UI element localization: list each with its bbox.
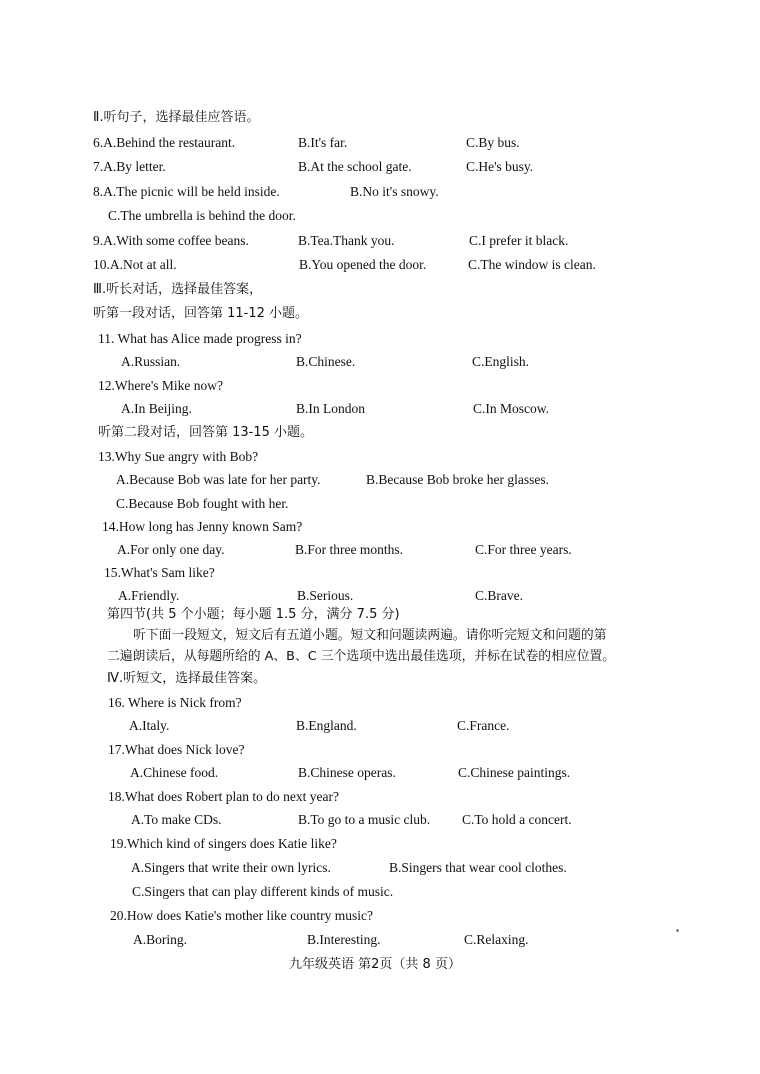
option-c: C.Relaxing. <box>464 932 529 947</box>
option-a: A.Singers that write their own lyrics. <box>131 860 331 875</box>
option-c: C.Brave. <box>475 588 523 603</box>
option-c: C.The window is clean. <box>468 257 596 272</box>
option-b: B.England. <box>296 718 357 733</box>
option-c: C.For three years. <box>475 542 572 557</box>
question-20-stem: 20.How does Katie's mother like country music? <box>110 908 373 923</box>
option-c: C.He's busy. <box>466 159 534 174</box>
option-c: C.Chinese paintings. <box>458 765 571 780</box>
question-13-stem: 13.Why Sue angry with Bob? <box>98 449 259 464</box>
option-b: B.You opened the door. <box>299 257 427 272</box>
option-a: A.Because Bob was late for her party. <box>116 472 321 487</box>
option-a: A.Italy. <box>129 718 170 733</box>
option-a: A.In Beijing. <box>121 401 192 416</box>
option-c: C.France. <box>457 718 510 733</box>
option-b: B.To go to a music club. <box>298 812 431 827</box>
section-4-instructions-line1: 听下面一段短文，短文后有五道小题。短文和问题读两遍。请你听完短文和问题的第 <box>133 628 607 643</box>
question-12-stem: 12.Where's Mike now? <box>98 378 224 393</box>
dialogue-1-heading: 听第一段对话，回答第 11-12 小题。 <box>93 306 309 321</box>
section-4-title: Ⅳ.听短文，选择最佳答案。 <box>107 671 267 686</box>
option-c: C.To hold a concert. <box>462 812 572 827</box>
option-a: 6.A.Behind the restaurant. <box>93 135 236 150</box>
section-3-title: Ⅲ.听长对话，选择最佳答案， <box>93 282 263 297</box>
option-a: A.For only one day. <box>117 542 225 557</box>
question-19-stem: 19.Which kind of singers does Katie like? <box>110 836 337 851</box>
question-16-stem: 16. Where is Nick from? <box>108 695 242 710</box>
option-c: C.I prefer it black. <box>469 233 569 248</box>
option-b: B.Tea.Thank you. <box>298 233 395 248</box>
option-c: C.By bus. <box>466 135 520 150</box>
option-b: B.Singers that wear cool clothes. <box>389 860 567 875</box>
question-8-option-c: C.The umbrella is behind the door. <box>108 208 296 223</box>
option-b: B.Because Bob broke her glasses. <box>366 472 549 487</box>
option-a: 8.A.The picnic will be held inside. <box>93 184 280 199</box>
question-11-stem: 11. What has Alice made progress in? <box>98 331 302 346</box>
option-b: B.Chinese operas. <box>298 765 396 780</box>
question-14-stem: 14.How long has Jenny known Sam? <box>102 519 303 534</box>
option-a: A.Russian. <box>121 354 181 369</box>
option-c: C.English. <box>472 354 530 369</box>
option-b: B.It's far. <box>298 135 348 150</box>
option-b: B.Serious. <box>297 588 354 603</box>
option-a: A.Friendly. <box>118 588 180 603</box>
option-a: 9.A.With some coffee beans. <box>93 233 249 248</box>
option-a: A.Boring. <box>133 932 187 947</box>
scan-speck <box>676 929 679 932</box>
option-c: C.In Moscow. <box>473 401 549 416</box>
question-17-stem: 17.What does Nick love? <box>108 742 245 757</box>
question-18-stem: 18.What does Robert plan to do next year? <box>108 789 339 804</box>
option-b: B.Interesting. <box>307 932 381 947</box>
section-4-header: 第四节(共 5 个小题；每小题 1.5 分，满分 7.5 分) <box>107 607 400 622</box>
option-a: 10.A.Not at all. <box>93 257 177 272</box>
option-b: B.At the school gate. <box>298 159 412 174</box>
section-2-title: Ⅱ.听句子，选择最佳应答语。 <box>93 110 260 125</box>
option-b: B.In London <box>296 401 365 416</box>
question-15-stem: 15.What's Sam like? <box>104 565 215 580</box>
option-b: B.No it's snowy. <box>350 184 439 199</box>
dialogue-2-heading: 听第二段对话，回答第 13-15 小题。 <box>98 425 314 440</box>
option-a: 7.A.By letter. <box>93 159 166 174</box>
section-4-instructions-line2: 二遍朗读后，从每题所给的 A、B、C 三个选项中选出最佳选项，并标在试卷的相应位置。 <box>107 649 616 664</box>
option-a: A.To make CDs. <box>131 812 222 827</box>
question-19-option-c: C.Singers that can play different kinds of music. <box>132 884 394 899</box>
option-b: B.Chinese. <box>296 354 356 369</box>
option-a: A.Chinese food. <box>130 765 219 780</box>
question-13-option-c: C.Because Bob fought with her. <box>116 496 289 511</box>
option-b: B.For three months. <box>295 542 403 557</box>
page-footer: 九年级英语 第2页（共 8 页） <box>289 957 461 972</box>
